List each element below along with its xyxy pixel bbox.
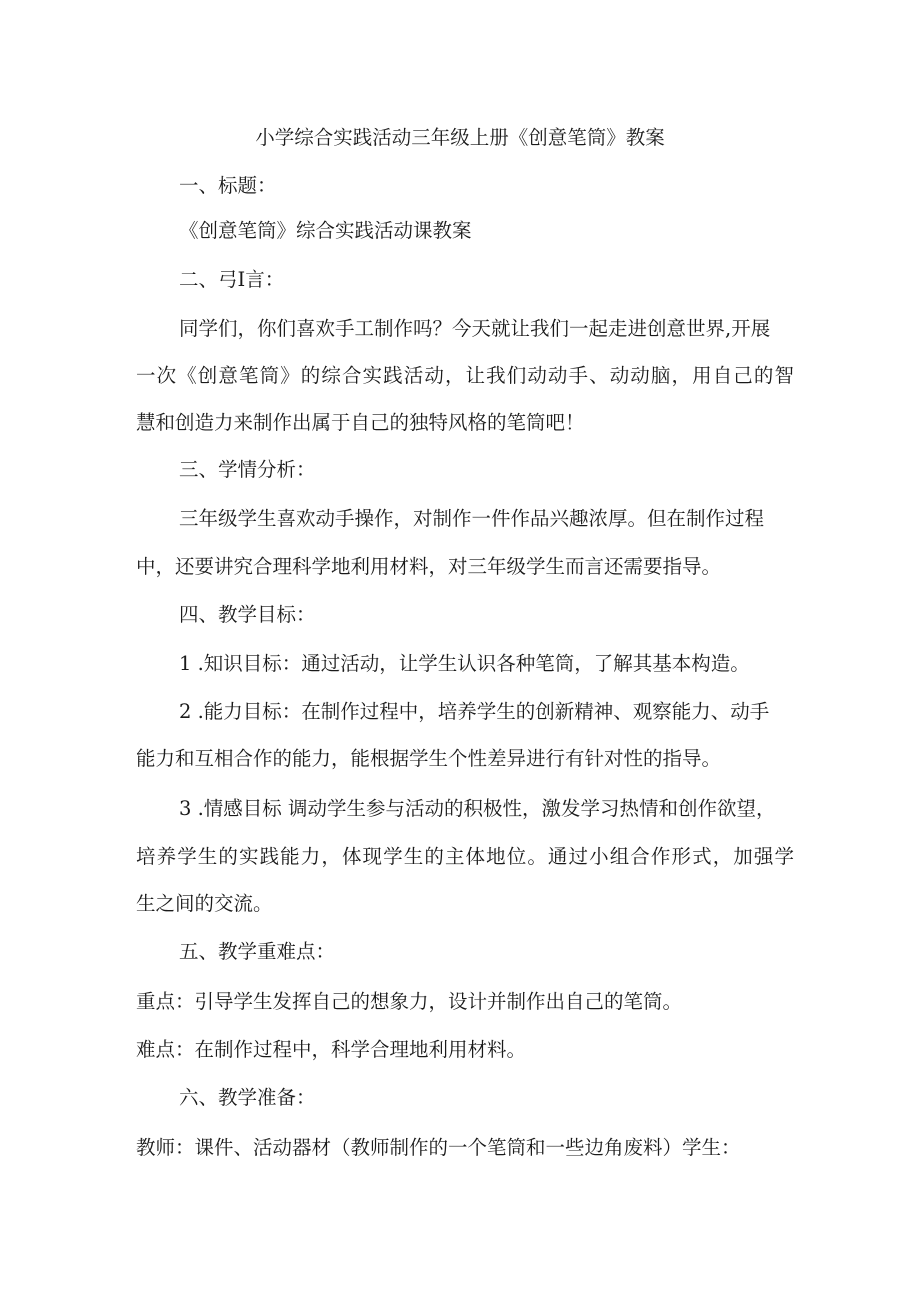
section-body-title: 《创意笔筒》综合实践活动课教案 — [179, 219, 472, 242]
goal-emotion-line-2: 培养学生的实践能力，体现学生的主体地位。通过小组合作形式，加强学 — [136, 845, 794, 868]
difficult-point: 难点：在制作过程中，科学合理地利用材料。 — [136, 1038, 527, 1061]
goal-ability-line-1: 2 .能力目标：在制作过程中，培养学生的创新精神、观察能力、动手 — [179, 700, 770, 723]
document-title: 小学综合实践活动三年级上册《创意笔筒》教案 — [255, 126, 665, 149]
section-heading-intro: 二、弓I言： — [179, 268, 285, 291]
section-heading-key-points: 五、教学重难点： — [179, 940, 336, 963]
intro-line-2: 一次《创意笔筒》的综合实践活动，让我们动动手、动动脑，用自己的智 — [136, 364, 794, 387]
preparation-line: 教师：课件、活动器材（教师制作的一个笔筒和一些边角废料）学生： — [136, 1136, 741, 1159]
goal-emotion-line-1: 3 .情感目标 调动学生参与活动的积极性，激发学习热情和创作欲望， — [179, 797, 776, 820]
intro-line-1: 同学们，你们喜欢手工制作吗？今天就让我们一起走进创意世界,开展 — [179, 317, 771, 340]
section-heading-title: 一、标题： — [179, 174, 277, 197]
section-heading-goals: 四、教学目标： — [179, 603, 316, 626]
intro-line-3: 慧和创造力来制作出属于自己的独特风格的笔筒吧！ — [136, 411, 585, 434]
section-heading-preparation: 六、教学准备： — [179, 1086, 316, 1109]
analysis-line-1: 三年级学生喜欢动手操作，对制作一件作品兴趣浓厚。但在制作过程 — [179, 507, 765, 530]
goal-ability-line-2: 能力和互相合作的能力，能根据学生个性差异进行有针对性的指导。 — [136, 747, 722, 770]
key-point: 重点：引导学生发挥自己的想象力，设计并制作出自己的笔筒。 — [136, 990, 683, 1013]
analysis-line-2: 中，还要讲究合理科学地利用材料，对三年级学生而言还需要指导。 — [136, 555, 722, 578]
goal-emotion-line-3: 生之间的交流。 — [136, 892, 273, 915]
section-heading-analysis: 三、学情分析： — [179, 458, 316, 481]
goal-knowledge: 1 .知识目标：通过活动，让学生认识各种笔筒，了解其基本构造。 — [179, 652, 750, 675]
